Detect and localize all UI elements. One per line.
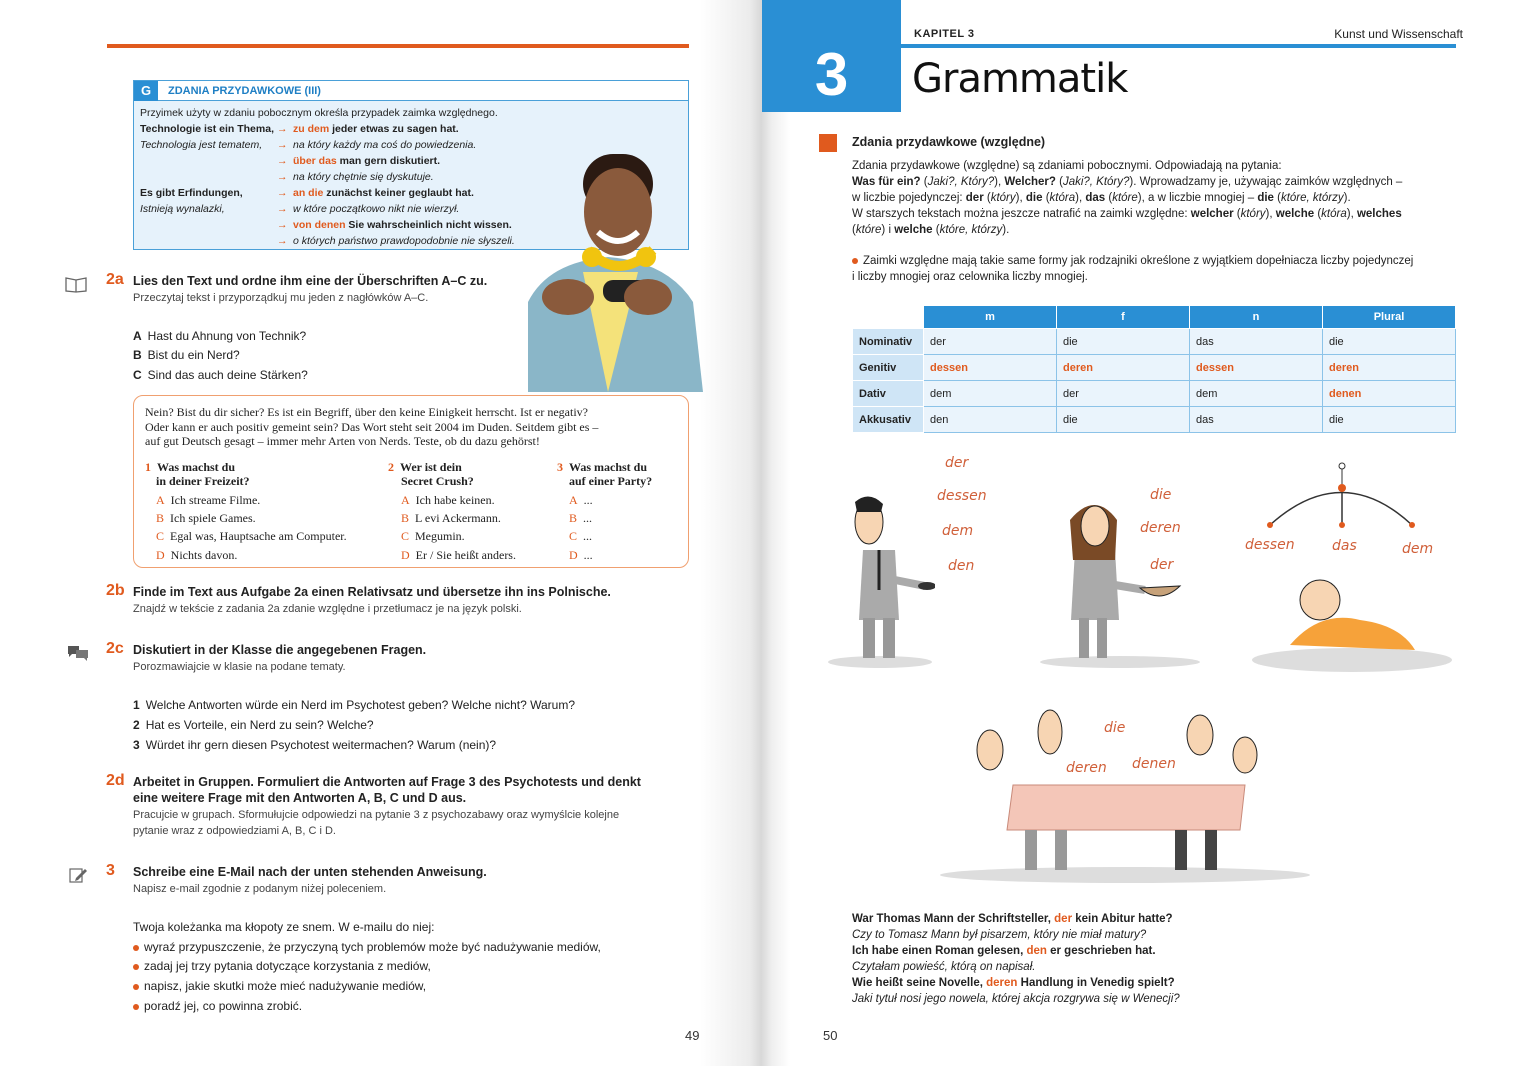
grammar-box-header [134, 81, 688, 101]
grammar-line-text: o których państwo prawdopodobnie nie słyszeli. [293, 235, 515, 247]
question-1: 1 Was machst du [145, 460, 236, 474]
writing-icon [68, 866, 88, 884]
table-cell: der [924, 329, 1057, 355]
table-cell: der [1057, 381, 1190, 407]
bullet-icon [133, 964, 139, 970]
question-3-line-2: auf einer Party? [569, 474, 653, 488]
example-line: Ich habe einen Roman gelesen, den er geschrieben hat. [852, 945, 1156, 957]
question-2: 2 Wer ist dein [388, 460, 462, 474]
psychotest-box [133, 395, 689, 568]
cloud-fem-2: deren [1140, 520, 1181, 536]
table-cell: deren [1323, 355, 1456, 381]
table-row [853, 381, 1456, 407]
page-number-left: 49 [685, 1028, 700, 1043]
table-cell: dessen [924, 355, 1057, 381]
task-title-2d-line-1: Arbeitet in Gruppen. Formuliert die Antworten auf Frage 3 des Psychotests und denkt [133, 775, 641, 789]
cloud-plural-1: die [1104, 720, 1126, 736]
grammar-line-lead: Istnieją wynalazki, [140, 203, 225, 215]
task-title-2c: Diskutiert in der Klasse die angegebenen Fragen. [133, 643, 427, 657]
q1-answer-b: B Ich spiele Games. [156, 511, 256, 525]
task-number-2b: 2b [106, 582, 125, 599]
email-bullet-4: poradź jej, co powinna zrobić. [133, 999, 302, 1013]
arrow-icon: → [277, 235, 288, 247]
task-title-2d-line-2: eine weitere Frage mit den Antworten A, B, C und D aus. [133, 791, 467, 805]
table-cell: die [1323, 329, 1456, 355]
table-cell: den [924, 407, 1057, 433]
cloud-masc-1: der [945, 455, 969, 471]
chapter-title: Grammatik [912, 56, 1128, 102]
q2-answer-c: C Megumin. [401, 529, 465, 543]
email-bullet-2: zadaj jej trzy pytania dotyczące korzystania z mediów, [133, 959, 431, 973]
grammar-line-lead: Es gibt Erfindungen, [140, 187, 243, 199]
header-rule [107, 44, 689, 48]
discussion-item-1: 1 Welche Antworten würde ein Nerd im Psychotest geben? Welche nicht? Warum? [133, 698, 576, 712]
task-number-2a: 2a [106, 271, 124, 288]
option-b: B Bist du ein Nerd? [133, 348, 240, 362]
q1-answer-a: A Ich streame Filme. [156, 493, 261, 507]
cloud-plural-2: deren [1066, 760, 1107, 776]
grammar-line-lead: Technologie ist ein Thema, [140, 123, 274, 135]
cloud-neut-1: dessen [1245, 537, 1295, 553]
option-a: A Hast du Ahnung von Technik? [133, 329, 307, 343]
example-line: Wie heißt seine Novelle, deren Handlung in Venedig spielt? [852, 977, 1175, 989]
bullet-icon [133, 1004, 139, 1010]
q3-answer-d: D ... [569, 548, 593, 562]
arrow-icon: → [277, 203, 288, 215]
email-bullet-3: napisz, jakie skutki może mieć nadużywanie mediów, [133, 979, 426, 993]
cloud-neut-3: dem [1402, 541, 1434, 557]
email-bullet-1: wyraź przypuszczenie, że przyczyną tych problemów może być nadużywanie mediów, [133, 940, 601, 954]
grammar-line-text: w które początkowo nikt nie wierzył. [293, 203, 460, 215]
header-n: n [1190, 306, 1323, 329]
bullet-icon [133, 984, 139, 990]
neuter-baby-illustration [1240, 460, 1465, 675]
grammar-line-text: von denen Sie wahrscheinlich nicht wissen. [293, 219, 512, 231]
example-line: War Thomas Mann der Schriftsteller, der kein Abitur hatte? [852, 913, 1173, 925]
question-1-line-2: in deiner Freizeit? [156, 474, 250, 488]
chapter-number: 3 [814, 41, 849, 108]
header-plural: Plural [1323, 306, 1456, 329]
book-icon [64, 275, 88, 293]
page-number-right: 50 [823, 1028, 838, 1043]
question-2-line-2: Secret Crush? [401, 474, 474, 488]
task-number-2d: 2d [106, 772, 125, 789]
q3-answer-a: A ... [569, 493, 593, 507]
task-sub-2b: Znajdź w tekście z zadania 2a zdanie względne i przetłumacz je na język polski. [133, 603, 522, 615]
task-title-2b: Finde im Text aus Aufgabe 2a einen Relativsatz und übersetze ihn ins Polnische. [133, 585, 611, 599]
table-row [853, 407, 1456, 433]
quiz-intro-line-2: Oder kann er auch positiv gemeint sein? Das Wort steht seit 2004 im Duden. Seitdem gibt es – [145, 420, 599, 434]
explanation-line-5: (które) i welche (które, którzy). [852, 224, 1010, 236]
case-label: Dativ [853, 381, 924, 407]
grammar-box-title: ZDANIA PRZYDAWKOWE (III) [168, 84, 321, 97]
example-line: Czytałam powieść, którą on napisał. [852, 961, 1036, 973]
cloud-plural-3: denen [1132, 756, 1176, 772]
table-corner [853, 306, 924, 329]
task-sub-2c: Porozmawiajcie w klasie na podane tematy. [133, 661, 346, 673]
grammar-line-text: an die zunächst keiner geglaubt hat. [293, 187, 474, 199]
arrow-icon: → [277, 219, 288, 231]
header-m: m [924, 306, 1057, 329]
cloud-masc-2: dessen [937, 488, 987, 504]
masculine-figure-illustration [825, 490, 935, 670]
discussion-item-2: 2 Hat es Vorteile, ein Nerd zu sein? Welche? [133, 718, 374, 732]
case-label: Akkusativ [853, 407, 924, 433]
note-line-2: i liczby mnogiej oraz celownika liczby mnogiej. [852, 271, 1088, 283]
chapter-rule [901, 44, 1456, 48]
table-cell: die [1323, 407, 1456, 433]
example-line: Jaki tytuł nosi jego nowela, której akcja rozgrywa się w Wenecji? [852, 993, 1180, 1005]
grammar-intro: Przyimek użyty w zdaniu pobocznym określa przypadek zaimka względnego. [140, 107, 498, 119]
table-cell: das [1190, 407, 1323, 433]
cloud-masc-3: dem [942, 523, 974, 539]
running-header: Kunst und Wissenschaft [1334, 27, 1463, 41]
explanation-line-2: Was für ein? (Jaki?, Który?), Welcher? (Jaki?, Który?). Wprowadzamy je, używając zaimków względnych – [852, 176, 1403, 188]
note-line-1: Zaimki względne mają takie same formy jak rodzajniki określone z wyjątkiem dopełniacza liczby pojedynczej [852, 253, 1413, 269]
table-cell: dessen [1190, 355, 1323, 381]
discussion-icon [66, 644, 90, 662]
chapter-label: KAPITEL 3 [914, 28, 975, 40]
grammar-letter: G [134, 81, 158, 101]
task-sub-2a: Przeczytaj tekst i przyporządkuj mu jeden z nagłówków A–C. [133, 292, 429, 304]
section-title: Zdania przydawkowe (względne) [852, 135, 1046, 149]
grammar-line-text: über das man gern diskutiert. [293, 155, 441, 167]
table-cell: dem [924, 381, 1057, 407]
task-title-3: Schreibe eine E-Mail nach der unten stehenden Anweisung. [133, 865, 487, 879]
discussion-item-3: 3 Würdet ihr gern diesen Psychotest weitermachen? Warum (nein)? [133, 738, 497, 752]
table-cell: denen [1323, 381, 1456, 407]
table-cell: dem [1190, 381, 1323, 407]
grammar-line-text: zu dem jeder etwas zu sagen hat. [293, 123, 459, 135]
table-cell: die [1057, 407, 1190, 433]
task-number-2c: 2c [106, 640, 124, 657]
table-cell: deren [1057, 355, 1190, 381]
q2-answer-d: D Er / Sie heißt anders. [401, 548, 516, 562]
quiz-intro-line-3: auf gut Deutsch gesagt – immer mehr Arten von Nerds. Teste, ob du dazu gehörst! [145, 434, 540, 448]
task-number-3: 3 [106, 862, 115, 879]
question-3: 3 Was machst du [557, 460, 648, 474]
q2-answer-b: B L evi Ackermann. [401, 511, 501, 525]
arrow-icon: → [277, 171, 288, 183]
task-sub-3: Napisz e-mail zgodnie z podanym niżej poleceniem. [133, 883, 387, 895]
explanation-line-1: Zdania przydawkowe (względne) są zdaniami pobocznymi. Odpowiadają na pytania: [852, 160, 1282, 172]
email-intro: Twoja koleżanka ma kłopoty ze snem. W e-mailu do niej: [133, 920, 435, 934]
q3-answer-b: B ... [569, 511, 593, 525]
bullet-icon [133, 945, 139, 951]
task-sub-2d-line-2: pytanie wraz z odpowiedziami A, B, C i D. [133, 825, 336, 837]
grammar-line-lead: Technologia jest tematem, [140, 139, 263, 151]
q3-answer-c: C ... [569, 529, 593, 543]
q1-answer-d: D Nichts davon. [156, 548, 238, 562]
q1-answer-c: C Egal was, Hauptsache am Computer. [156, 529, 347, 543]
task-title-2a: Lies den Text und ordne ihm eine der Überschriften A–C zu. [133, 274, 488, 288]
case-label: Nominativ [853, 329, 924, 355]
table-row [853, 329, 1456, 355]
cloud-fem-1: die [1150, 487, 1172, 503]
feminine-figure-illustration [1035, 490, 1205, 670]
explanation-line-4: W starszych tekstach można jeszcze natrafić na zaimki względne: welcher (który), welche (która), welches [852, 208, 1402, 220]
bullet-icon [852, 258, 858, 264]
boy-photo [488, 132, 728, 392]
option-c: C Sind das auch deine Stärken? [133, 368, 308, 382]
cloud-masc-4: den [948, 558, 975, 574]
case-label: Genitiv [853, 355, 924, 381]
quiz-intro-line-1: Nein? Bist du dir sicher? Es ist ein Begriff, über den keine Einigkeit herrscht. Ist er negativ? [145, 405, 588, 419]
q2-answer-a: A Ich habe keinen. [401, 493, 495, 507]
arrow-icon: → [277, 139, 288, 151]
grammar-line-text: na który chętnie się dyskutuje. [293, 171, 434, 183]
section-marker [819, 134, 837, 152]
example-line: Czy to Tomasz Mann był pisarzem, który nie miał matury? [852, 929, 1147, 941]
table-cell: das [1190, 329, 1323, 355]
task-sub-2d-line-1: Pracujcie w grupach. Sformułujcie odpowiedzi na pytanie 3 z psychozabawy oraz wymyślcie kolejne [133, 809, 620, 821]
arrow-icon: → [277, 187, 288, 199]
header-f: f [1057, 306, 1190, 329]
cloud-neut-2: das [1332, 538, 1357, 554]
explanation-line-3: w liczbie pojedynczej: der (który), die (która), das (które), a w liczbie mnogiej – die (które, którzy). [852, 192, 1351, 204]
chapter-number-box [762, 0, 901, 112]
grammar-line-text: na który każdy ma coś do powiedzenia. [293, 139, 477, 151]
relative-pronoun-table [852, 305, 1456, 433]
arrow-icon: → [277, 155, 288, 167]
cloud-fem-3: der [1150, 557, 1174, 573]
arrow-icon: → [277, 123, 288, 135]
table-row [853, 355, 1456, 381]
table-cell: die [1057, 329, 1190, 355]
